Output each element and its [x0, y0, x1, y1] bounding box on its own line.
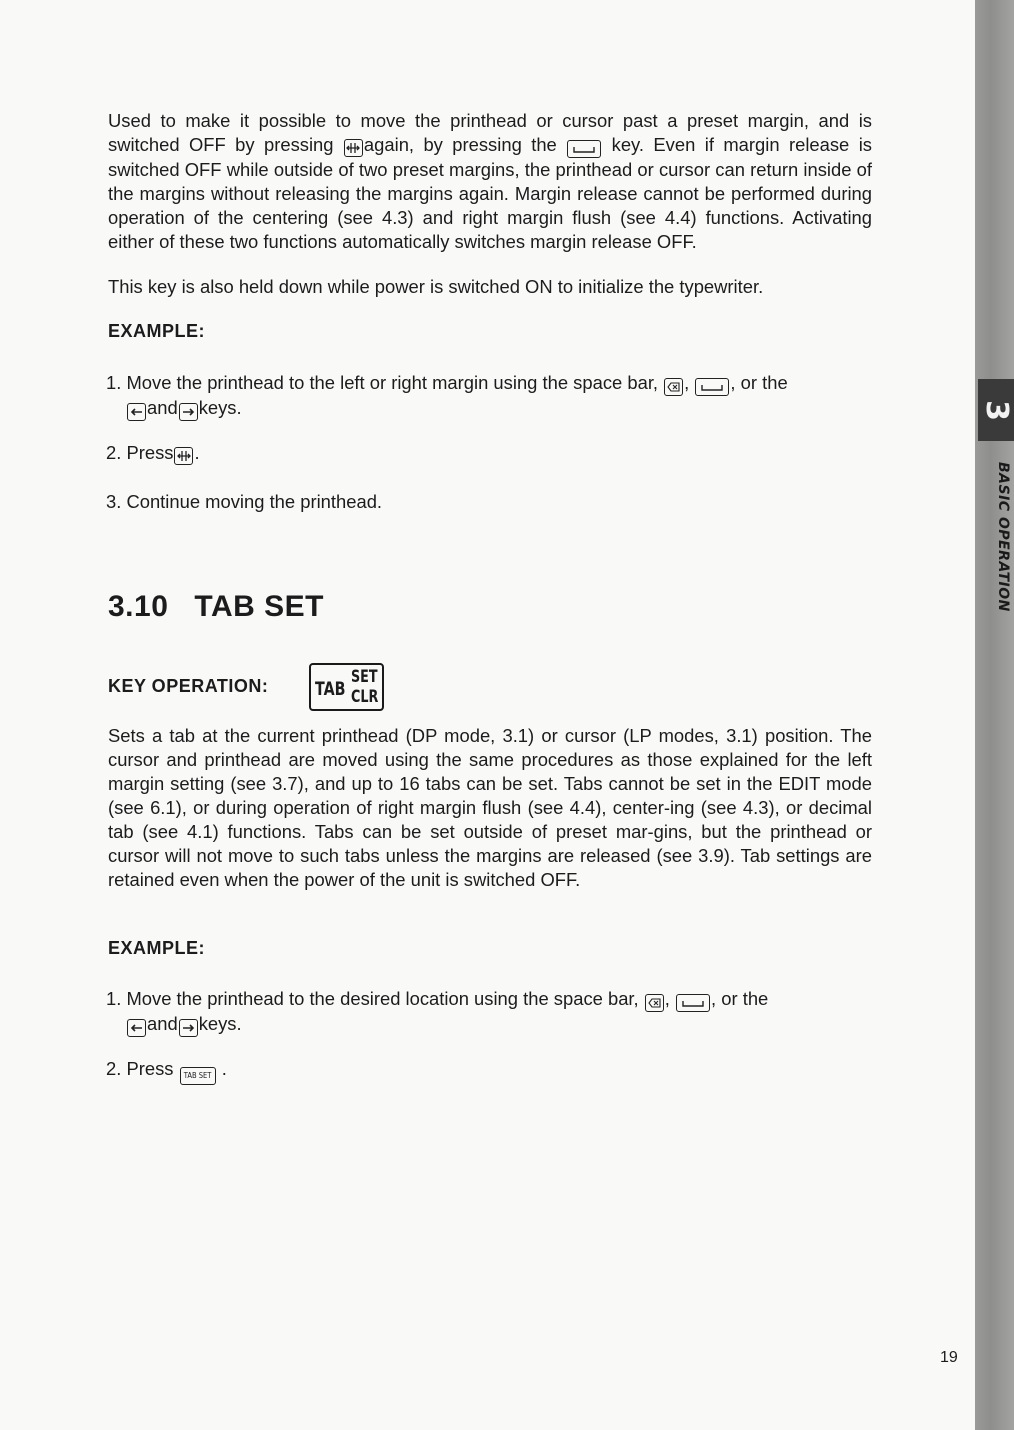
return-key-icon	[676, 994, 710, 1012]
backspace-key-icon	[645, 994, 664, 1012]
example-heading: EXAMPLE:	[108, 321, 206, 341]
right-arrow-key-icon	[179, 403, 198, 421]
key-operation-label: KEY OPERATION:	[108, 676, 269, 696]
tab-set-key-icon: TAB SET	[180, 1067, 216, 1085]
right-arrow-key-icon	[179, 1019, 198, 1037]
example2-step-1: 1. Move the printhead to the desired location using the space bar, , , or the and keys.	[106, 987, 872, 1037]
example1-step-2: 2. Press .	[106, 442, 200, 463]
intro-text-2: again, by pressing the	[363, 134, 557, 155]
backspace-key-icon	[664, 378, 683, 396]
return-key-icon	[695, 378, 729, 396]
return-key-icon	[567, 140, 601, 158]
tab-set-description: Sets a tab at the current printhead (DP mode, 3.1) or cursor (LP modes, 3.1) position. The cursor and printhead are moved using the same procedures as those explained for the left margin setting (see 3.7), and up to 16 tabs can be set. Tabs cannot be set in the EDIT mode (see 6.1), or during operation of right margin flush (see 4.4), center-ing (see 4.3), or decimal tab (see 4.1) functions. Tabs can be set outside of preset mar-gins, but the printhead or cursor will not move to such tabs unless the margins are released (see 3.9). Tab settings are retained even when the power of the unit is switched OFF.	[108, 725, 872, 890]
chapter-side-tab	[975, 0, 1014, 1430]
margin-release-description	[108, 109, 872, 254]
chapter-number-badge: 3	[978, 379, 1014, 441]
chapter-title: BASIC OPERATION	[995, 462, 1011, 612]
section-number: 3.10	[108, 590, 169, 623]
intro-text-3: key. Even if margin release is switched OFF while outside of two preset margins, the printhead or cursor can return inside of the margins without releasing the margins again. Margin release cannot be performed during operation of the centering (see 4.3) and right margin flush (see 4.4) functions. Activating either of these two functions automatically switches margin release OFF.	[108, 134, 872, 252]
example2-step-2: 2. Press TAB SET .	[106, 1057, 227, 1085]
page-number: 19	[940, 1349, 958, 1366]
margin-release-key-icon	[344, 139, 363, 157]
section-title	[108, 590, 324, 624]
left-arrow-key-icon	[127, 403, 146, 421]
tab-set-clr-key-icon: TAB SET CLR	[309, 663, 384, 711]
left-arrow-key-icon	[127, 1019, 146, 1037]
example-heading-2: EXAMPLE:	[108, 938, 206, 958]
section-name: TAB SET	[194, 590, 324, 623]
intro-text-1: Used to make it possible to move the printhead or cursor past a preset margin, and is switched OFF by pressing	[108, 110, 872, 155]
example1-step-1: 1. Move the printhead to the left or right margin using the space bar, , , or the and keys.	[106, 371, 872, 421]
initialize-note: This key is also held down while power is switched ON to initialize the typewriter.	[108, 276, 764, 297]
example1-step-3: 3. Continue moving the printhead.	[106, 491, 383, 512]
margin-release-key-icon	[174, 447, 193, 465]
